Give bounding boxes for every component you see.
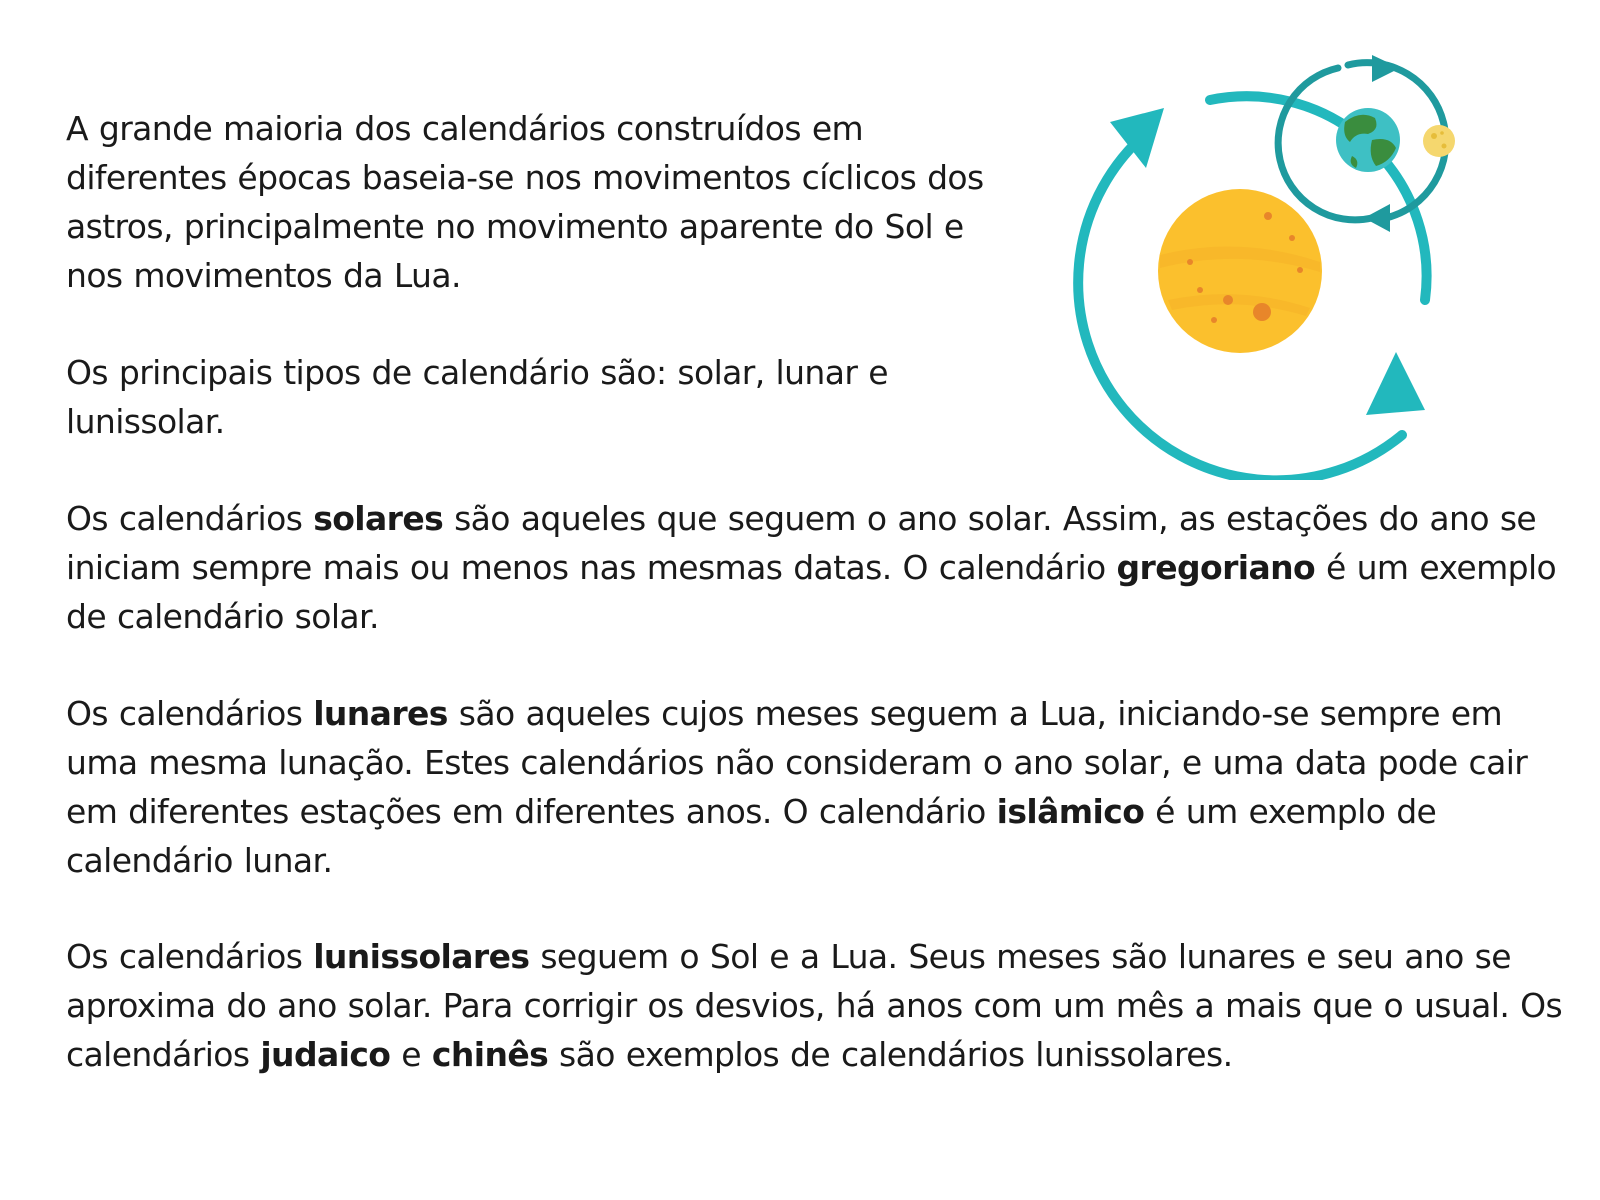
moon-icon	[1423, 125, 1455, 157]
lunisolar-body: seguem o Sol e a Lua. Seus meses são lunares e seu ano se aproxima do ano solar. Para corrigir os desvios, há anos com um mês a mais que o usual. Os calendários	[66, 937, 1563, 1074]
lunar-tail: é um exemplo de calendário lunar.	[66, 792, 1437, 880]
lunar-body: são aqueles cujos meses seguem a Lua, iniciando-se sempre em uma mesma lunação. Estes calendários não consideram o ano solar, e uma data pode cair em diferentes estações em diferentes anos. O calendário	[66, 694, 1528, 831]
solar-example: gregoriano	[1116, 548, 1316, 587]
orbit-arrow-icon	[1364, 204, 1390, 232]
lunisolar-lead: Os calendários	[66, 937, 314, 976]
lunisolar-tail: são exemplos de calendários lunissolares.	[548, 1035, 1233, 1074]
lunar-lead: Os calendários	[66, 694, 314, 733]
lunisolar-term: lunissolares	[313, 937, 530, 976]
lunisolar-join: e	[390, 1035, 432, 1074]
lunisolar-example-2: chinês	[431, 1035, 549, 1074]
sun-icon	[1158, 189, 1322, 353]
solar-term: solares	[313, 499, 444, 538]
intro-paragraph: A grande maioria dos calendários construídos em diferentes épocas baseia-se nos movimentos cíclicos dos astros, principalmente no movimento aparente do Sol e nos movimentos da Lua.	[66, 109, 984, 295]
lunisolar-example-1: judaico	[260, 1035, 391, 1074]
solar-body: são aqueles que seguem o ano solar. Assim, as estações do ano se iniciam sempre mais ou menos nas mesmas datas. O calendário	[66, 499, 1537, 587]
orbit-illustration	[1060, 40, 1520, 480]
lunar-paragraph	[66, 689, 1566, 885]
lunisolar-paragraph	[66, 932, 1566, 1079]
types-paragraph: Os principais tipos de calendário são: solar, lunar e lunissolar.	[66, 353, 888, 441]
lunar-term: lunares	[313, 694, 448, 733]
lunar-example: islâmico	[996, 792, 1145, 831]
solar-lead: Os calendários	[66, 499, 314, 538]
orbit-arrow-icon	[1366, 352, 1425, 415]
earth-icon	[1336, 108, 1400, 172]
orbit-arrow-icon	[1372, 55, 1400, 82]
solar-paragraph	[66, 494, 1566, 641]
solar-tail: é um exemplo de calendário solar.	[66, 548, 1557, 636]
